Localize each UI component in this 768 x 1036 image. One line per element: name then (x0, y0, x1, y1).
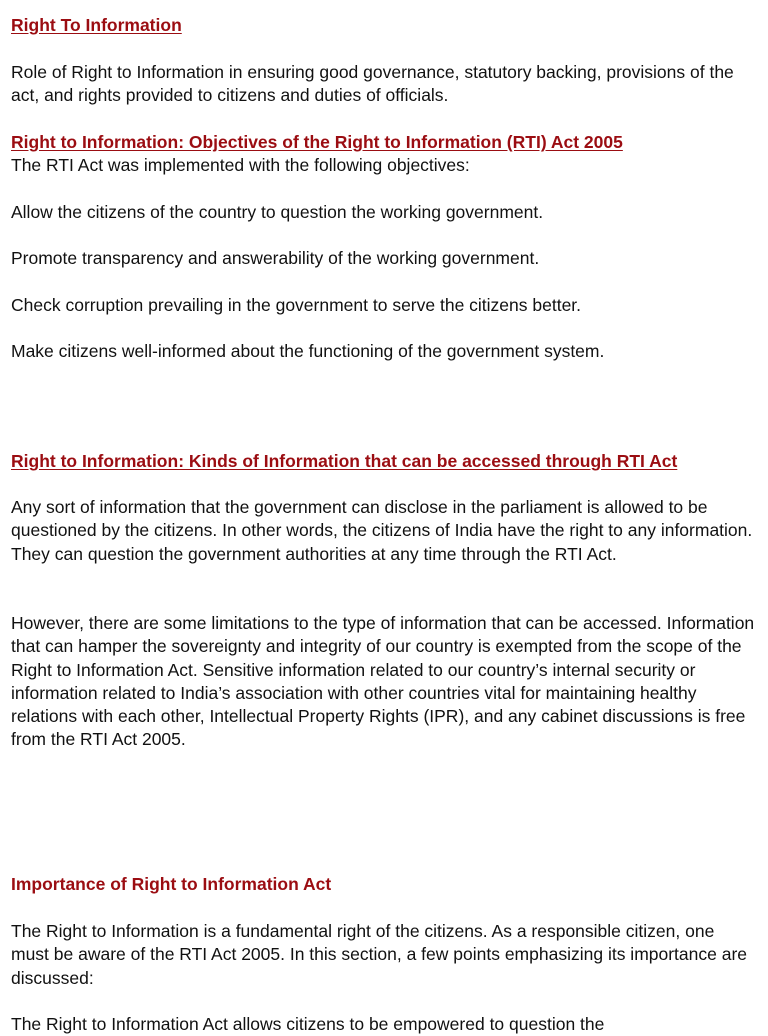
section-heading: Right To Information (11, 15, 182, 35)
paragraph: The Right to Information Act allows citizens to be empowered to question the (11, 1014, 605, 1034)
objective-item: Promote transparency and answerability of the working government. (11, 248, 540, 268)
objective-item: Make citizens well-informed about the functioning of the government system. (11, 341, 605, 361)
section-heading: Right to Information: Objectives of the Right to Information (RTI) Act 2005 (11, 132, 623, 152)
paragraph: The Right to Information is a fundamental right of the citizens. As a responsible citizen, one must be aware of the RTI Act 2005. In this section, a few points emphasizing its importance are discussed: (11, 921, 748, 988)
paragraph: Any sort of information that the government can disclose in the parliament is allowed to be questioned by the citizens. In other words, the citizens of India have the right to any information. They can question the government authorities at any time through the RTI Act. (11, 497, 753, 564)
section-heading: Importance of Right to Information Act (11, 874, 332, 894)
paragraph: However, there are some limitations to the type of information that can be accessed. Information that can hamper the sovereignty and integrity of our country is exempted from the scope of the Right to Information Act. Sensitive information related to our country’s internal security or information related to India’s association with other countries vital for maintaining healthy relations with each other, Intellectual Property Rights (IPR), and any cabinet discussions is free from the RTI Act 2005. (11, 613, 755, 750)
objective-item: Check corruption prevailing in the government to serve the citizens better. (11, 295, 582, 315)
objective-item: Allow the citizens of the country to question the working government. (11, 202, 544, 222)
section-heading: Right to Information: Kinds of Information that can be accessed through RTI Act (11, 451, 678, 471)
paragraph: The RTI Act was implemented with the following objectives: (11, 155, 470, 175)
paragraph: Role of Right to Information in ensuring good governance, statutory backing, provisions of the act, and rights provided to citizens and duties of officials. (11, 62, 734, 106)
